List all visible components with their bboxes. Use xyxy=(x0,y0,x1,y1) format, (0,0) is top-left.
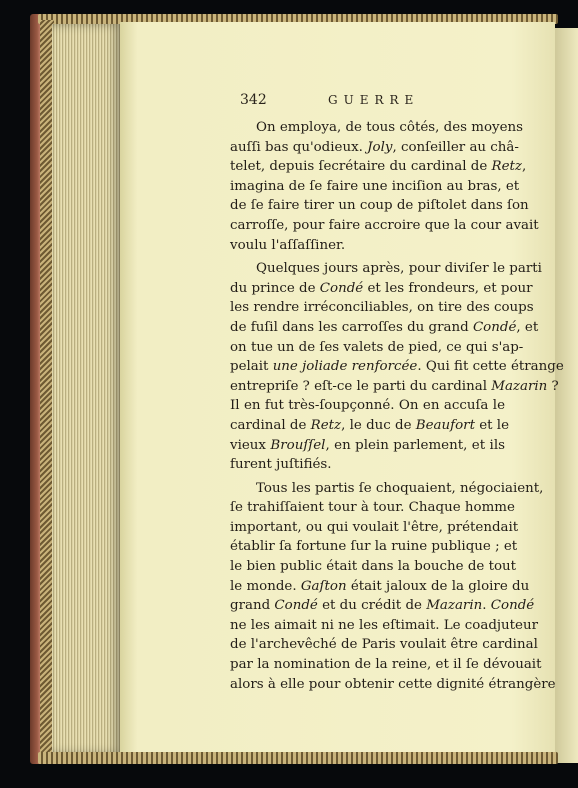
paragraph xyxy=(230,479,556,695)
text-segment: . xyxy=(482,598,491,614)
gilt-bottom-edge xyxy=(38,752,558,764)
text-segment: était jaloux de la gloire du xyxy=(346,578,530,594)
text-segment: ſe trahiſſaient tour à tour. Chaque homme xyxy=(230,500,515,516)
text-line xyxy=(230,298,534,318)
text-segment: Quelques jours après, pour diviſer le parti xyxy=(256,261,542,277)
text-segment: les rendre irréconciliables, on tire des coups xyxy=(230,300,534,316)
text-line xyxy=(230,436,505,456)
text-segment: on tue un de ſes valets de pied, ce qui s'ap- xyxy=(230,339,524,355)
paragraph xyxy=(230,118,539,255)
text-segment: . Qui fit cette étrange xyxy=(417,359,564,375)
text-line xyxy=(230,259,542,279)
text-segment: grand xyxy=(230,598,275,614)
text-line xyxy=(230,177,520,197)
text-segment: , xyxy=(522,159,527,175)
text-line xyxy=(230,157,527,177)
text-segment: pelait xyxy=(230,359,273,375)
text-segment: de ſe faire tirer un coup de piſtolet dans ſon xyxy=(230,198,529,214)
italic-text: Condé xyxy=(472,319,517,335)
text-line xyxy=(230,396,505,416)
facing-page-edge xyxy=(555,28,578,763)
italic-text: Beaufort xyxy=(415,417,475,433)
text-segment: le monde. xyxy=(230,578,301,594)
stacked-page-edges xyxy=(52,24,122,754)
text-segment: établir ſa fortune ſur la ruine publique ; et xyxy=(230,539,518,555)
text-line xyxy=(230,138,519,158)
text-segment: de fuſil dans les carroſſes du grand xyxy=(230,319,473,335)
text-line xyxy=(230,236,505,256)
text-segment: important, ou qui voulait l'être, prétendait xyxy=(230,519,519,535)
text-line xyxy=(230,537,518,557)
paragraph xyxy=(230,259,564,475)
text-line xyxy=(230,635,538,655)
text-segment: le bien public était dans la bouche de tout xyxy=(230,559,517,575)
text-line xyxy=(230,279,533,299)
text-segment: ? xyxy=(547,378,559,394)
text-segment: imagina de ſe faire une inciſion au bras, et xyxy=(230,178,520,194)
text-line xyxy=(230,216,539,236)
italic-text: Condé xyxy=(319,280,364,296)
page-number: 342 xyxy=(240,92,267,108)
text-segment: ne les aimait ni ne les eſtimait. Le coadjuteur xyxy=(230,617,539,633)
text-line xyxy=(230,357,564,377)
text-segment: et le xyxy=(474,417,509,433)
text-line xyxy=(230,377,559,397)
text-segment: , conſeiller au châ- xyxy=(392,139,519,155)
text-segment: auſſi bas qu'odieux. xyxy=(230,139,368,155)
body-text xyxy=(230,118,564,694)
text-segment: On employa, de tous côtés, des moyens xyxy=(256,120,524,135)
text-segment: , et xyxy=(516,319,539,335)
italic-text: Retz xyxy=(310,417,342,433)
italic-text: Condé xyxy=(490,598,535,614)
text-line xyxy=(230,675,556,695)
page-header xyxy=(240,92,540,112)
italic-text: Gaſton xyxy=(300,578,347,594)
italic-text: Joly xyxy=(367,139,393,155)
text-segment: Il en fut très-ſoupçonné. On en accuſa le xyxy=(230,398,505,414)
text-segment: carroſſe, pour faire accroire que la cour avait xyxy=(230,217,539,233)
text-segment: et du crédit de xyxy=(317,598,427,614)
text-line xyxy=(230,196,529,216)
text-segment: voulu l'aſſaſſiner. xyxy=(230,237,346,253)
text-line xyxy=(230,338,524,358)
text-segment: entrepriſe ? eſt-ce le parti du cardinal xyxy=(230,378,492,394)
text-line xyxy=(230,518,519,538)
text-segment: vieux xyxy=(230,437,271,453)
text-segment: furent juſtifiés. xyxy=(230,457,332,473)
text-segment: de l'archevêché de Paris voulait être cardinal xyxy=(230,637,538,653)
text-line xyxy=(230,455,505,475)
text-line xyxy=(230,596,535,616)
italic-text: Brouſſel xyxy=(270,437,326,453)
text-line xyxy=(230,318,539,338)
text-segment: du prince de xyxy=(230,280,320,296)
italic-text: Mazarin xyxy=(491,378,548,394)
italic-text: Retz xyxy=(491,159,522,175)
text-line xyxy=(230,416,509,436)
text-segment: Tous les partis ſe choquaient, négociaient, xyxy=(256,480,544,496)
text-line xyxy=(230,557,517,577)
text-line xyxy=(230,479,544,499)
text-line xyxy=(230,577,530,597)
text-line xyxy=(230,118,524,138)
text-segment: alors à elle pour obtenir cette dignité étrangère xyxy=(230,676,556,692)
italic-text: Mazarin xyxy=(426,598,483,614)
text-segment: par la nomination de la reine, et il ſe dévouait xyxy=(230,657,542,673)
italic-text: Condé xyxy=(274,598,318,614)
text-segment: et les frondeurs, et pour xyxy=(363,280,533,296)
running-title: GUERRE xyxy=(328,93,420,107)
text-segment: , en plein parlement, et ils xyxy=(325,437,505,453)
text-segment: , le duc de xyxy=(341,417,416,433)
text-line xyxy=(230,498,515,518)
italic-text: une joliade renforcée xyxy=(272,359,418,375)
text-segment: telet, depuis ſecrétaire du cardinal de xyxy=(230,159,492,175)
text-line xyxy=(230,655,542,675)
text-line xyxy=(230,616,539,636)
text-segment: cardinal de xyxy=(230,417,311,433)
